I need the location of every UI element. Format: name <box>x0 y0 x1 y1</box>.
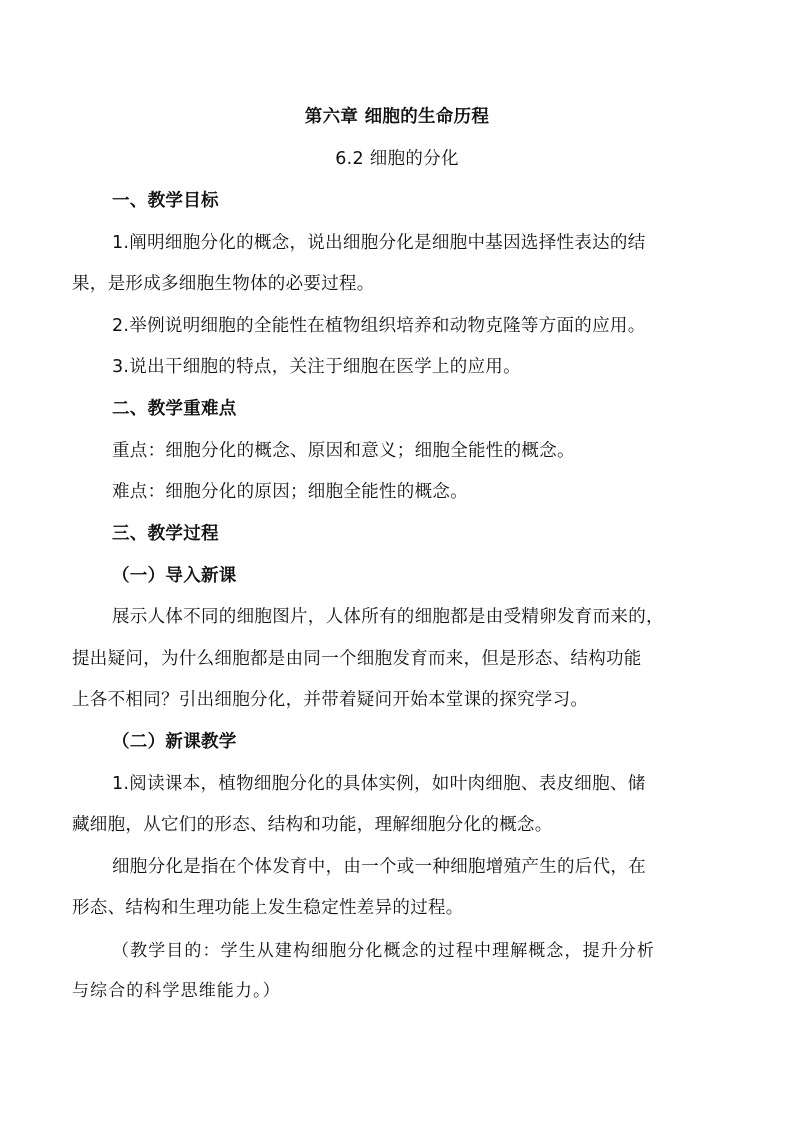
goal-item-2: 2.举例说明细胞的全能性在植物组织培养和动物克隆等方面的应用。 <box>112 316 646 336</box>
section-title: 6.2 细胞的分化 <box>335 149 459 169</box>
goals-heading: 一、教学目标 <box>112 191 219 211</box>
process-heading: 三、教学过程 <box>112 524 219 544</box>
new-lesson-heading: （二）新课教学 <box>112 732 237 752</box>
intro-heading: （一）导入新课 <box>112 566 237 586</box>
chapter-title: 第六章 细胞的生命历程 <box>304 107 490 127</box>
intro-line-1: 展示人体不同的细胞图片，人体所有的细胞都是由受精卵发育而来的， <box>112 607 664 627</box>
lesson-item-1-line-2: 藏细胞，从它们的形态、结构和功能，理解细胞分化的概念。 <box>72 815 553 835</box>
key-points-heading: 二、教学重难点 <box>112 399 237 419</box>
teaching-note-line-1: （教学目的：学生从建构细胞分化概念的过程中理解概念，提升分析 <box>112 941 655 961</box>
lesson-item-1-line-1: 1.阅读课本，植物细胞分化的具体实例，如叶肉细胞、表皮细胞、储 <box>112 774 646 794</box>
goal-item-1-line-2: 果，是形成多细胞生物体的必要过程。 <box>72 274 375 294</box>
difficulty-text: 难点：细胞分化的原因；细胞全能性的概念。 <box>112 482 468 502</box>
definition-line-2: 形态、结构和生理功能上发生稳定性差异的过程。 <box>72 898 464 918</box>
definition-line-1: 细胞分化是指在个体发育中，由一个或一种细胞增殖产生的后代，在 <box>112 857 646 877</box>
goal-item-3: 3.说出干细胞的特点，关注于细胞在医学上的应用。 <box>112 357 521 377</box>
teaching-note-line-2: 与综合的科学思维能力。） <box>72 981 281 1001</box>
intro-line-2: 提出疑问，为什么细胞都是由同一个细胞发育而来，但是形态、结构功能 <box>72 649 642 669</box>
goal-item-1-line-1: 1.阐明细胞分化的概念，说出细胞分化是细胞中基因选择性表达的结 <box>112 233 646 253</box>
key-point-text: 重点：细胞分化的概念、原因和意义；细胞全能性的概念。 <box>112 441 575 461</box>
intro-line-3: 上各不相同？引出细胞分化，并带着疑问开始本堂课的探究学习。 <box>72 690 589 710</box>
